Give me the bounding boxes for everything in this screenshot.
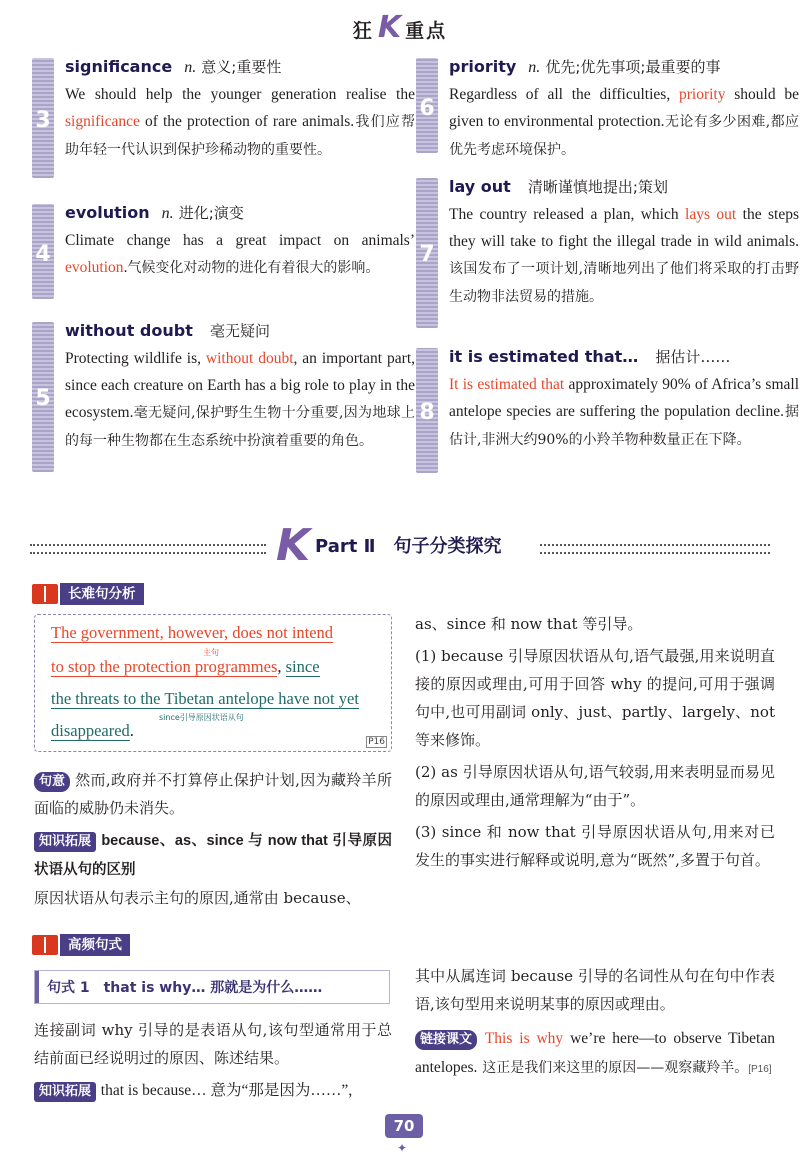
explanation-intro: as、since 和 now that 等引导。 [415,615,643,633]
part-k-logo: K [276,520,311,571]
page-number: 70 [385,1114,423,1138]
vocab-word: significance [65,57,173,76]
vocab-entry-5 [35,320,416,455]
vocab-entry-7 [419,176,800,311]
entry-number: 8 [419,400,435,425]
vocab-meaning: 毫无疑问 [209,322,270,340]
explanation-since: (3) since 和 now that 引导原因状语从句,用来对已发生的事实进行解释或说明,意为“既然”,多置于句首。 [415,823,775,869]
vocab-translation: 毫无疑问,保护野生生物十分重要,因为地球上的每一种生物都在生态系统中扮演着重要的角色。 [65,405,415,449]
knowledge-extension-badge: 知识拓展 [34,832,96,852]
vocab-example: We should help the younger generation realise the significance of the protection of rare animals.我们应帮助年轻一代认识到保护珍稀动物的重要性。 [65,86,415,158]
vocab-entry-4 [35,202,415,282]
vocab-word: priority [449,57,517,76]
pattern-explanation [34,1016,392,1105]
part-divider [30,520,770,571]
vocab-word: lay out [449,177,511,196]
vocab-translation: 该国发布了一项计划,清晰地列出了他们将采取的打击野生动物非法贸易的措施。 [449,261,799,305]
sentence-meaning: 句意 然而,政府并不打算停止保护计划,因为藏羚羊所面临的威胁仍未消失。 [34,771,392,817]
vocab-meaning: 优先;优先事项;最重要的事 [545,58,721,76]
extension-body: 原因状语从句表示主句的原因,通常由 because、 [34,889,361,907]
section-label: 高频句式 [60,934,130,956]
explanation-because: (1) because 引导原因状语从句,语气最强,用来说明直接的原因或理由,可用于回答 why 的提问,可用于强调句中,也可用副词 only、just、partly、largely、not 等来修饰。 [415,647,775,749]
vocab-meaning: 清晰谨慎地提出;策划 [527,178,668,196]
pattern-title: 句式 1 that is why… 那就是为什么…… [47,980,323,996]
vocab-word: it is estimated that… [449,347,639,366]
bird-icon: ✦ [397,1141,408,1155]
knowledge-extension [34,826,392,912]
pattern-box [34,970,390,1004]
vocab-highlight: priority [678,86,726,103]
linked-text-example: 链接课文 This is why we’re here—to observe Tibetan antelopes. 这正是我们来这里的原因——观察藏羚羊。[P16] [415,1030,775,1076]
vocab-example: Regardless of all the difficulties, priority should be given to environmental protection.无论有多少困难,都应优先考虑环境保护。 [449,86,800,158]
sentence-line-4: disappeared. [51,721,134,740]
vocab-meaning: 据估计…… [655,348,731,366]
vocab-translation: 无论有多少困难,都应优先考虑环境保护。 [449,114,800,158]
vocab-translation: 我们应帮助年轻一代认识到保护珍稀动物的重要性。 [65,114,415,158]
section-tag-patterns [32,934,130,956]
entry-number: 4 [35,242,51,267]
vocab-example: Protecting wildlife is, without doubt, an important part, since each creature on Earth has a big role to play in the ecosystem.毫无疑问,保护野生生物十分重要,因为地球上的每一种生物都在生态系统中扮演着重要的角色。 [65,350,416,449]
vocab-translation: 据估计,非洲大约90%的小羚羊物种数量正在下降。 [449,404,800,448]
vocab-highlight: without doubt [205,350,294,367]
vocab-word: without doubt [65,321,193,340]
part-title: Part Ⅱ 句子分类探究 [315,536,502,557]
vocab-meaning: 意义;重要性 [201,58,282,76]
pattern-right-column [415,962,775,1084]
section-label: 长难句分析 [60,583,144,605]
pattern-right-text: 其中从属连词 because 引导的名词性从句在句中作表语,该句型用来说明某事的原因或理由。 [415,967,775,1013]
vocab-highlight: It is estimated that [449,376,565,393]
entry-number: 3 [35,108,51,133]
pattern-extension: 知识拓展 that is because… 意为“那是因为……”, [34,1076,392,1105]
sentence-meaning-badge: 句意 [34,772,70,792]
sentence-line-2: to stop the protection programmes, since [51,657,320,676]
page-ref-corner: P16 [368,737,385,747]
header-text-left: 狂 [352,20,374,42]
vocab-example: It is estimated that approximately 90% of Africa’s small antelope species are suffering the population decline.据估计,非洲大约90%的小羚羊物种数量正在下降。 [449,376,800,448]
right-column-explanation [415,610,775,874]
vocab-translation: 气候变化对动物的进化有着很大的影响。 [127,260,380,276]
extension-title: because、as、since 与 now that 引导原因状语从句的区别 [34,833,392,878]
vocab-entry-3 [35,56,415,164]
vocab-example: Climate change has a great impact on animals’ evolution.气候变化对动物的进化有着很大的影响。 [65,232,415,276]
linked-highlight: This is why [484,1030,564,1047]
knowledge-extension-badge: 知识拓展 [34,1082,96,1102]
book-icon [32,584,58,604]
divider-dots-right [540,544,770,554]
vocab-meaning: 进化;演变 [178,204,244,222]
linked-text-badge: 链接课文 [415,1030,477,1050]
header-text-right: 重点 [405,20,448,42]
vocab-example: The country released a plan, which lays out the steps they will take to fight the illegal trade in wild animals.该国发布了一项计划,清晰地列出了他们将采取的打击野生动物非法贸易的措施。 [449,206,800,305]
sentence-line-1: The government, however, does not intend [51,623,334,642]
vocab-pos: n. [184,59,197,76]
sentence-line-3: the threats to the Tibetan antelope have not yet [51,689,359,708]
note-since-clause: since引导原因状语从句 [159,713,244,722]
vocab-entry-8 [419,346,800,454]
long-sentence-box [34,614,392,752]
divider-dots-left [30,544,266,554]
vocab-highlight: evolution [65,259,124,276]
vocab-word: evolution [65,203,150,222]
pattern-text: 连接副词 why 引导的是表语从句,该句型通常用于总结前面已经说明过的原因、陈述结果。 [34,1021,392,1067]
vocab-entry-6 [419,56,800,164]
linked-page-ref: [P16] [748,1064,772,1075]
entry-number: 5 [35,386,51,411]
vocab-pos: n. [161,205,174,222]
vocab-highlight: significance [65,113,140,130]
note-main-clause: 主句 [203,648,219,657]
page-header [0,10,800,44]
vocab-pos: n. [528,59,541,76]
section-tag-long-sentence [32,583,144,605]
vocab-highlight: lays out [685,206,737,223]
book-icon [32,935,58,955]
entry-number: 6 [419,96,435,121]
explanation-as: (2) as 引导原因状语从句,语气较弱,用来表明显而易见的原因或理由,通常理解为“由于”。 [415,763,775,809]
header-k-logo: K [377,10,402,45]
entry-number: 7 [419,242,435,267]
